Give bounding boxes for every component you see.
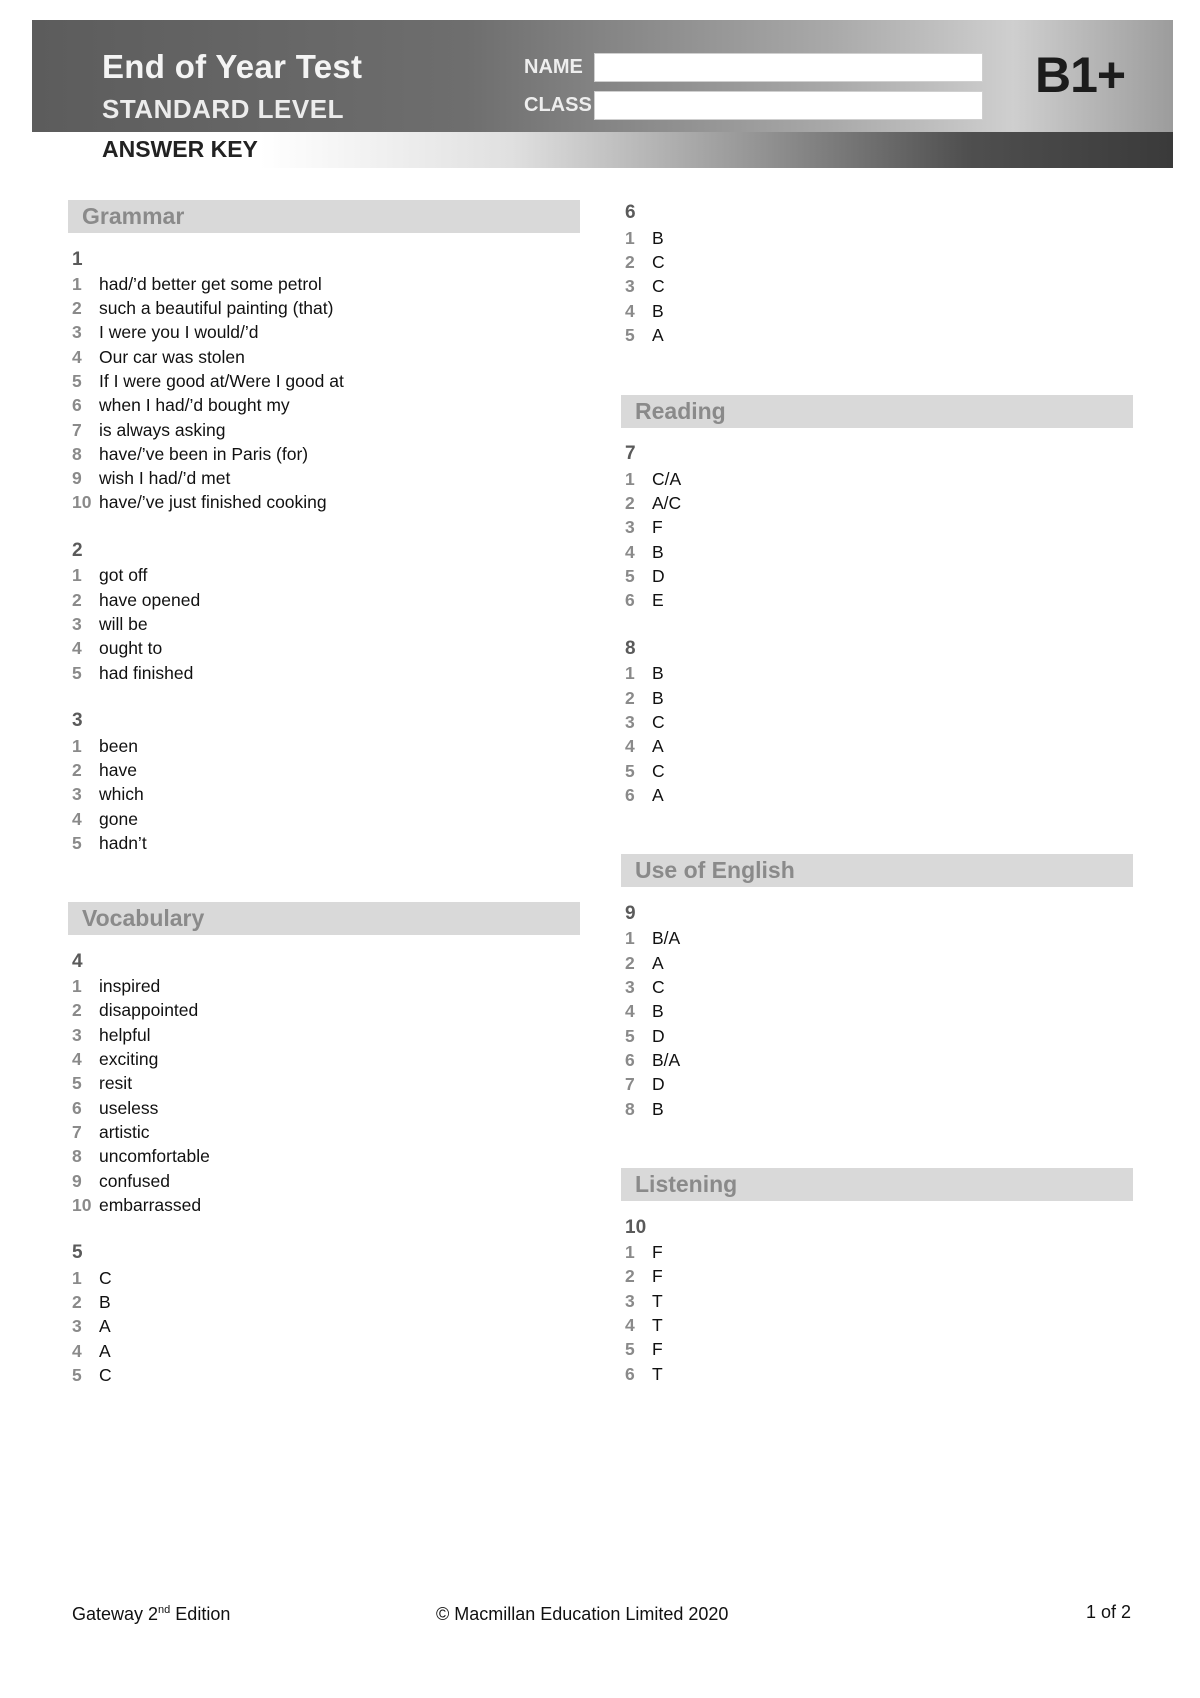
question-number: 5 bbox=[72, 1242, 83, 1263]
answer-text: hadn’t bbox=[99, 833, 147, 853]
answer-text: C bbox=[99, 1268, 112, 1288]
answer-text: If I were good at/Were I good at bbox=[99, 371, 344, 391]
footer-edition-pre: Gateway 2 bbox=[72, 1604, 159, 1624]
answer-text: is always asking bbox=[99, 420, 226, 440]
answer-text: exciting bbox=[99, 1049, 159, 1069]
answer-text: got off bbox=[99, 565, 148, 585]
answer-text: gone bbox=[99, 809, 138, 829]
section-listening: Listening bbox=[621, 1168, 1133, 1201]
answer-text: Our car was stolen bbox=[99, 347, 245, 367]
answer-text: B/A bbox=[652, 928, 681, 948]
answer-text: artistic bbox=[99, 1122, 150, 1142]
question-number: 7 bbox=[625, 443, 636, 464]
answer-text: D bbox=[652, 1026, 665, 1046]
answer-text: C bbox=[652, 712, 665, 732]
question-number: 9 bbox=[625, 903, 636, 924]
page-number: 1 of 2 bbox=[1086, 1602, 1132, 1622]
answer-text: C bbox=[652, 276, 665, 296]
answer-text: A bbox=[99, 1316, 111, 1336]
answer-text: B bbox=[652, 663, 664, 683]
answer-text: A bbox=[99, 1341, 111, 1361]
answer-text: B bbox=[652, 228, 664, 248]
footer-edition-sup: nd bbox=[158, 1604, 171, 1616]
answer-text: helpful bbox=[99, 1025, 151, 1045]
answer-text: B bbox=[652, 688, 664, 708]
footer-edition bbox=[72, 1604, 230, 1625]
answer-text: have opened bbox=[99, 590, 201, 610]
answer-text: been bbox=[99, 736, 138, 756]
answer-text: A bbox=[652, 953, 664, 973]
answer-text: A bbox=[652, 785, 664, 805]
question-number: 6 bbox=[625, 202, 636, 223]
answer-text: C bbox=[99, 1365, 112, 1385]
answer-text: have bbox=[99, 760, 137, 780]
answer-text: D bbox=[652, 566, 665, 586]
answer-text: confused bbox=[99, 1171, 171, 1191]
answer-text: A bbox=[652, 736, 664, 756]
answer-text: had/’d better get some petrol bbox=[99, 274, 322, 294]
answer-text: ought to bbox=[99, 638, 163, 658]
answer-text: A bbox=[652, 325, 664, 345]
answer-text: B bbox=[652, 542, 664, 562]
answer-text: C bbox=[652, 761, 665, 781]
header-banner bbox=[32, 20, 1173, 168]
answer-text: A/C bbox=[652, 493, 682, 513]
footer-edition-post: Edition bbox=[170, 1604, 231, 1624]
footer-copyright: © Macmillan Education Limited 2020 bbox=[436, 1604, 729, 1624]
answer-text: T bbox=[652, 1291, 663, 1311]
answer-text: F bbox=[652, 517, 663, 537]
answer-text: B bbox=[99, 1292, 111, 1312]
answer-text: which bbox=[99, 784, 144, 804]
test-level: STANDARD LEVEL bbox=[102, 94, 344, 124]
answer-text: had finished bbox=[99, 663, 194, 683]
class-label: CLASS bbox=[524, 94, 592, 116]
question-number: 2 bbox=[72, 540, 83, 561]
answer-text: F bbox=[652, 1266, 663, 1286]
answer-key-heading: ANSWER KEY bbox=[102, 136, 258, 162]
answer-text: B bbox=[652, 1001, 664, 1021]
class-field[interactable] bbox=[594, 91, 983, 120]
answer-text: will be bbox=[99, 614, 148, 634]
answer-text: C bbox=[652, 252, 665, 272]
answer-text: E bbox=[652, 590, 664, 610]
answer-text: when I had/’d bought my bbox=[99, 395, 290, 415]
answer-text: C bbox=[652, 977, 665, 997]
answer-text: inspired bbox=[99, 976, 161, 996]
question-number: 4 bbox=[72, 951, 83, 972]
answer-text: C/A bbox=[652, 469, 682, 489]
test-title: End of Year Test bbox=[102, 48, 363, 85]
answer-text: I were you I would/’d bbox=[99, 322, 259, 342]
answer-text: B/A bbox=[652, 1050, 681, 1070]
level-badge: B1+ bbox=[1035, 47, 1126, 103]
answer-text: useless bbox=[99, 1098, 159, 1118]
question-number: 8 bbox=[625, 638, 636, 659]
section-reading: Reading bbox=[621, 395, 1133, 428]
answer-text: F bbox=[652, 1339, 663, 1359]
answer-text: uncomfortable bbox=[99, 1146, 210, 1166]
answer-text: D bbox=[652, 1074, 665, 1094]
answer-text: T bbox=[652, 1364, 663, 1384]
question-number: 10 bbox=[625, 1217, 647, 1238]
answer-text: resit bbox=[99, 1073, 133, 1093]
answer-text: have/’ve been in Paris (for) bbox=[99, 444, 309, 464]
answer-text: F bbox=[652, 1242, 663, 1262]
answer-text: embarrassed bbox=[99, 1195, 202, 1215]
section-use-of-english: Use of English bbox=[621, 854, 1133, 887]
answer-text: B bbox=[652, 1099, 664, 1119]
section-vocabulary: Vocabulary bbox=[68, 902, 580, 935]
answer-text: have/’ve just finished cooking bbox=[99, 492, 327, 512]
question-number: 3 bbox=[72, 710, 83, 731]
answer-text: such a beautiful painting (that) bbox=[99, 298, 334, 318]
section-grammar: Grammar bbox=[68, 200, 580, 233]
answer-text: disappointed bbox=[99, 1000, 199, 1020]
name-field[interactable] bbox=[594, 53, 983, 82]
name-label: NAME bbox=[524, 56, 583, 78]
answer-text: B bbox=[652, 301, 664, 321]
answer-text: T bbox=[652, 1315, 663, 1335]
question-number: 1 bbox=[72, 249, 83, 270]
answer-text: wish I had/’d met bbox=[99, 468, 231, 488]
